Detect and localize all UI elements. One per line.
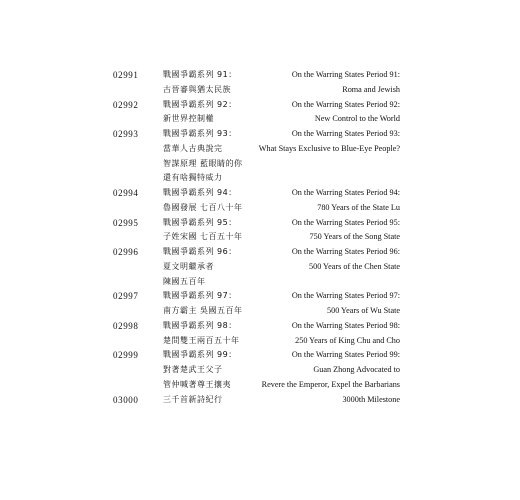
english-title-line: What Stays Exclusive to Blue-Eye People? [258, 143, 400, 153]
english-title-line: 500 Years of Wu State [327, 306, 400, 315]
english-title [253, 127, 400, 157]
chinese-title-line: 南方霸主 吳國五百年 [163, 306, 243, 315]
entry-number: 02995 [113, 217, 139, 228]
english-title-line: On the Warring States Period 91: [291, 70, 400, 79]
entry [113, 68, 400, 98]
chinese-title [163, 68, 253, 98]
english-title-line: On the Warring States Period 97: [291, 291, 400, 301]
entry-number: 02997 [113, 291, 139, 302]
entry [113, 289, 400, 319]
entry [113, 245, 400, 289]
english-title-line: On the Warring States Period 96: [291, 247, 400, 256]
english-title [253, 216, 400, 246]
entry-number: 02999 [113, 350, 139, 361]
entry [113, 127, 400, 186]
entry-number: 02994 [113, 188, 139, 198]
chinese-title-line: 戰國爭霸系列 99： [163, 350, 237, 360]
chinese-title-line: 夏文明繼承者 [163, 261, 214, 271]
chinese-title [163, 127, 253, 186]
entry-number: 03000 [113, 394, 139, 405]
english-title-line: On the Warring States Period 92: [291, 99, 400, 109]
entry [113, 393, 400, 408]
entry-number: 02998 [113, 320, 139, 331]
chinese-title-line: 戰國爭霸系列 91： [163, 70, 237, 79]
chinese-title-line: 戰國爭霸系列 94： [163, 188, 237, 197]
english-title-line: Guan Zhong Advocated to [313, 365, 400, 374]
entry-number: 02991 [113, 70, 139, 80]
english-title [253, 68, 400, 98]
chinese-title-line: 古晉審與猶太民族 [163, 84, 231, 94]
chinese-title [163, 245, 253, 289]
english-title [253, 186, 400, 216]
chinese-title-line: 對著楚武王父子 [163, 365, 223, 374]
chinese-title [163, 319, 253, 349]
english-title-line: On the Warring States Period 98: [291, 320, 400, 330]
chinese-title-line: 管仲喊著尊王攘夷 [163, 379, 231, 389]
english-title-line: On the Warring States Period 94: [291, 188, 400, 197]
chinese-title-line: 戰國爭霸系列 95： [163, 217, 237, 227]
entry-list [113, 68, 400, 407]
english-title-line: On the Warring States Period 99: [291, 350, 400, 360]
chinese-title [163, 98, 253, 128]
english-title-line: Roma and Jewish [342, 84, 400, 94]
entry-number: 02992 [113, 99, 139, 110]
english-title [253, 348, 400, 392]
chinese-title-line: 還有啥獨特威力 [163, 173, 223, 183]
english-title-line: 750 Years of the Song State [309, 232, 400, 242]
chinese-title-line: 子姓宋國 七百五十年 [163, 232, 243, 242]
english-title-line: Revere the Emperor, Expel the Barbarians [261, 379, 400, 389]
chinese-title-line: 戰國爭霸系列 96： [163, 247, 237, 256]
entry-number: 02993 [113, 129, 139, 139]
chinese-title-line: 戰國爭霸系列 97： [163, 291, 237, 301]
english-title-line: 500 Years of the Chen State [309, 261, 400, 271]
english-title-line: On the Warring States Period 95: [291, 217, 400, 227]
english-title-line: New Control to the World [314, 114, 400, 124]
chinese-title-line: 智謀原理 藍眼睛的你 [163, 158, 243, 168]
entry [113, 186, 400, 216]
chinese-title-line: 當華人古典說完 [163, 143, 223, 153]
chinese-title [163, 186, 253, 216]
chinese-title-line: 魯國發展 七百八十年 [163, 202, 243, 212]
english-title-line: 3000th Milestone [342, 394, 400, 404]
chinese-title [163, 348, 253, 392]
english-title-line: 780 Years of the State Lu [317, 202, 400, 212]
chinese-title [163, 216, 253, 246]
entry [113, 319, 400, 349]
english-title-line: On the Warring States Period 93: [291, 129, 400, 138]
english-title [253, 245, 400, 275]
entry [113, 348, 400, 392]
chinese-title-line: 新世界控制權 [163, 114, 214, 124]
entry-number: 02996 [113, 247, 139, 257]
english-title-line: 250 Years of King Chu and Cho [295, 335, 400, 345]
entry [113, 98, 400, 128]
chinese-title [163, 393, 253, 408]
english-title [253, 98, 400, 128]
chinese-title-line: 陳國五百年 [163, 276, 206, 286]
chinese-title-line: 戰國爭霸系列 93： [163, 129, 237, 138]
chinese-title-line: 戰國爭霸系列 92： [163, 99, 237, 109]
chinese-title [163, 289, 253, 319]
chinese-title-line: 楚問雙王兩百五十年 [163, 335, 240, 345]
entry [113, 216, 400, 246]
english-title [253, 289, 400, 319]
chinese-title-line: 戰國爭霸系列 98： [163, 320, 237, 330]
english-title [253, 319, 400, 349]
chinese-title-line: 三千首新詩紀行 [163, 394, 223, 404]
english-title [253, 393, 400, 408]
